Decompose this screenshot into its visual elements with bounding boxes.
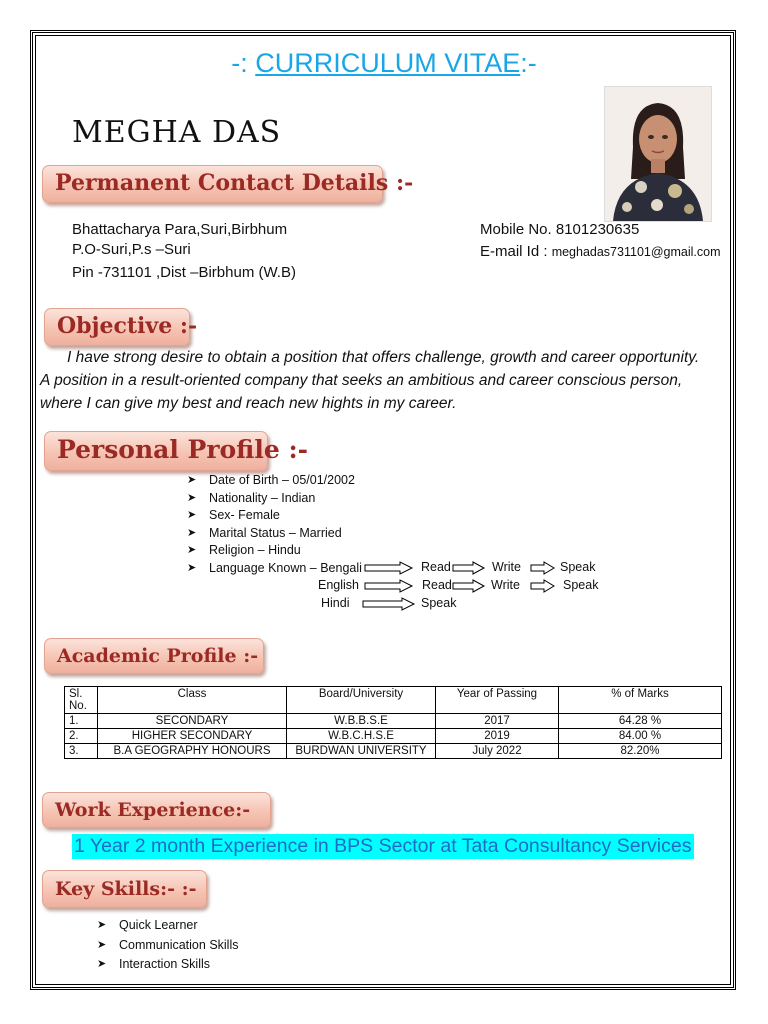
hindi-speak: Speak: [421, 596, 457, 610]
col-header: Sl. No.: [65, 687, 98, 714]
candidate-name: MEGHA DAS: [72, 115, 282, 150]
arrow-bullet-icon: ➤: [187, 474, 197, 486]
mobile-number: Mobile No. 8101230635: [480, 221, 640, 238]
section-banner-personal: Personal Profile :-: [44, 431, 268, 471]
col-header: Year of Passing: [436, 687, 559, 714]
section-banner-skills: Key Skills:- :-: [42, 870, 207, 908]
english-speak: Speak: [563, 578, 599, 592]
section-banner-work: Work Experience:-: [42, 792, 271, 828]
address-line-3: Pin -731101 ,Dist –Birbhum (W.B): [72, 264, 296, 281]
section-banner-academic: Academic Profile :-: [44, 638, 264, 674]
col-header: Board/University: [287, 687, 436, 714]
col-header: % of Marks: [559, 687, 722, 714]
bengali-write: Write: [492, 560, 521, 574]
list-item: ➤ Religion – Hindu: [187, 542, 447, 560]
list-item: ➤ Quick Learner: [97, 916, 337, 936]
hollow-arrow-icon: [364, 561, 414, 575]
email-address: meghadas731101@gmail.com: [551, 245, 721, 259]
section-banner-contact: Permanent Contact Details :-: [42, 165, 383, 203]
objective-text: I have strong desire to obtain a position that offers challenge, growth and career opportunity. A position in a result-oriented company that seeks an ambitious and career conscious person, where I can give my best and reach new hights in my career.: [40, 349, 700, 412]
english-label: English: [318, 578, 359, 592]
work-experience-text: 1 Year 2 month Experience in BPS Sector at Tata Consultancy Services: [74, 835, 692, 857]
arrow-bullet-icon: ➤: [187, 544, 197, 557]
arrow-bullet-icon: ➤: [97, 938, 107, 951]
arrow-bullet-icon: ➤: [187, 509, 197, 522]
arrow-bullet-icon: ➤: [187, 561, 197, 574]
list-item: ➤ Nationality – Indian: [187, 490, 447, 508]
address-line-1: Bhattacharya Para,Suri,Birbhum: [72, 221, 288, 238]
list-item: ➤ Communication Skills: [97, 936, 337, 956]
english-write: Write: [491, 578, 520, 592]
table-row: 1. SECONDARY W.B.B.S.E 2017 64.28 %: [65, 714, 722, 729]
profile-photo: [604, 86, 712, 222]
list-item: ➤ Language Known – Bengali: [187, 560, 447, 578]
table-header-row: [65, 687, 722, 714]
arrow-bullet-icon: ➤: [97, 919, 107, 931]
email-row: E-mail Id : meghadas731101@gmail.com: [480, 243, 721, 260]
document-title: -: CURRICULUM VITAE:-: [231, 48, 537, 78]
hollow-arrow-icon: [530, 561, 556, 575]
list-item: ➤ Date of Birth – 05/01/2002: [187, 472, 447, 490]
col-header: Class: [98, 687, 287, 714]
bengali-speak: Speak: [560, 560, 596, 574]
list-item: ➤ Interaction Skills: [97, 955, 337, 975]
skills-list: [97, 916, 337, 975]
bengali-read: Read: [421, 560, 451, 574]
table-row: 3. B.A GEOGRAPHY HONOURS BURDWAN UNIVERSITY July 2022 82.20%: [65, 744, 722, 759]
list-item: ➤ Sex- Female: [187, 507, 447, 525]
hollow-arrow-icon: [530, 579, 556, 593]
address-line-2: P.O-Suri,P.s –Suri: [72, 241, 191, 258]
hindi-label: Hindi: [321, 596, 350, 610]
hollow-arrow-icon: [452, 561, 486, 575]
table-row: 2. HIGHER SECONDARY W.B.C.H.S.E 2019 84.00 %: [65, 729, 722, 744]
english-read: Read: [422, 578, 452, 592]
list-item: ➤ Marital Status – Married: [187, 525, 447, 543]
hollow-arrow-icon: [364, 579, 414, 593]
hollow-arrow-icon: [452, 579, 486, 593]
arrow-bullet-icon: ➤: [97, 958, 107, 970]
section-banner-objective: Objective :-: [44, 308, 190, 346]
hollow-arrow-icon: [362, 597, 416, 611]
academic-table: [64, 686, 722, 759]
arrow-bullet-icon: ➤: [187, 491, 197, 504]
arrow-bullet-icon: ➤: [187, 526, 197, 539]
